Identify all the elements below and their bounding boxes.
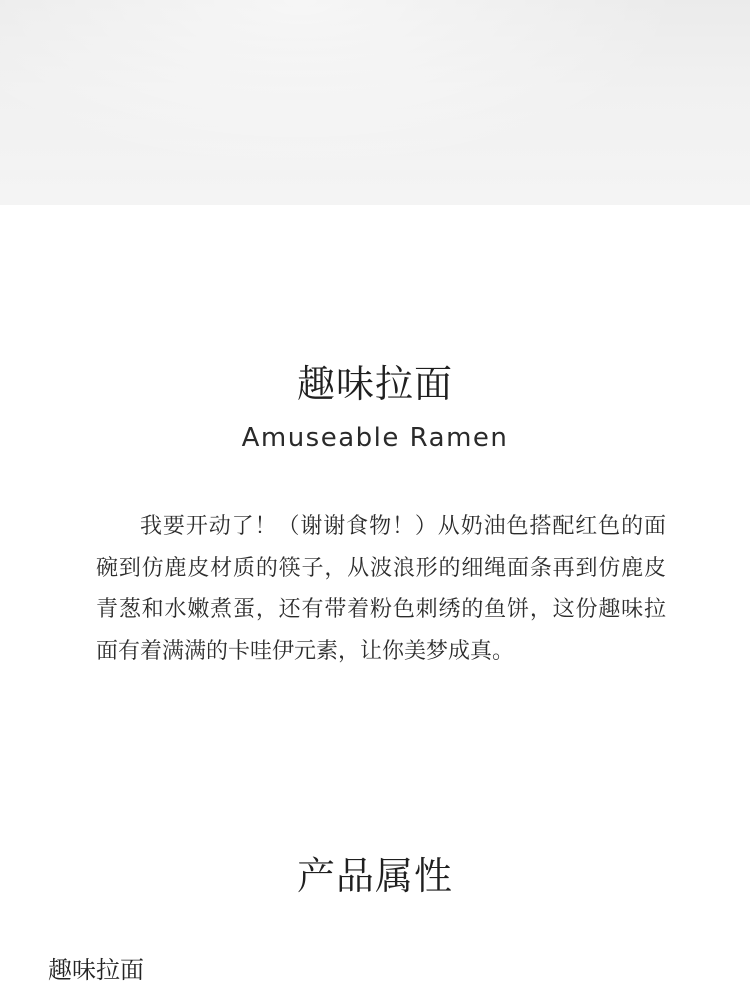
attribute-item-name: 趣味拉面 (48, 956, 144, 984)
product-subtitle-en: Amuseable Ramen (241, 423, 509, 453)
product-title: 趣味拉面 (296, 362, 453, 406)
attributes-section-title: 产品属性 (296, 854, 453, 898)
product-description: 我要开动了！（谢谢食物！）从奶油色搭配红色的面碗到仿鹿皮材质的筷子，从波浪形的细绳面条再到仿鹿皮青葱和水嫩煮蛋，还有带着粉色刺绣的鱼饼，这份趣味拉面有着满满的卡哇伊元素，让你美梦成真。 (96, 514, 666, 664)
hero-image (0, 0, 750, 205)
